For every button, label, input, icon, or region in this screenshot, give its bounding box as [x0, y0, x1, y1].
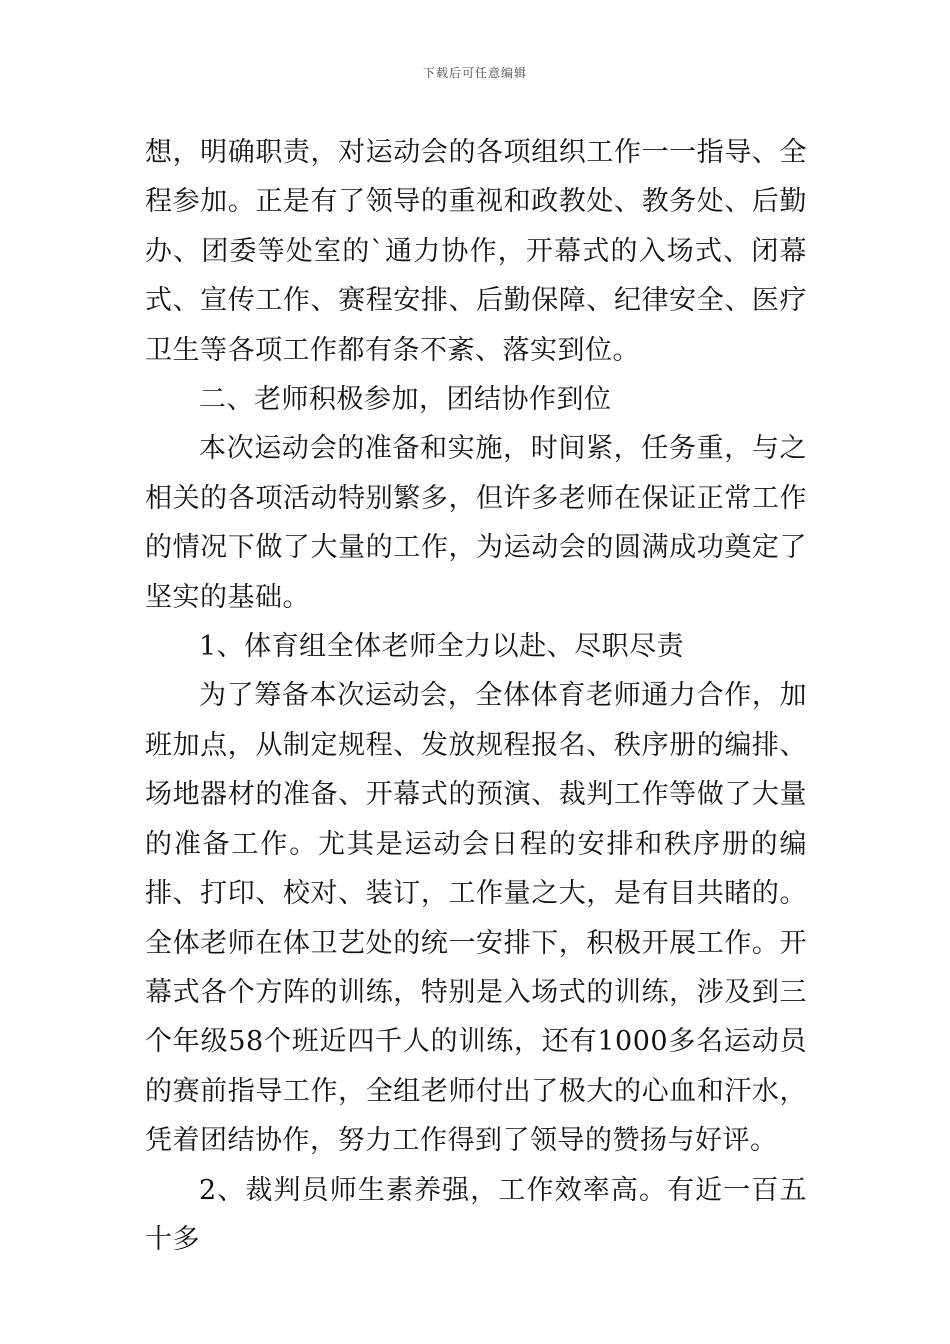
document-body [145, 128, 807, 1264]
paragraph-3: 本次运动会的准备和实施，时间紧，任务重，与之相关的各项活动特别繁多，但许多老师在保证正常工作的情况下做了大量的工作，为运动会的圆满成功奠定了坚实的基础。 [145, 433, 807, 613]
paragraph-4-subheading: 1、体育组全体老师全力以赴、尽职尽责 [199, 631, 685, 663]
page-header: 下载后可任意编辑 [422, 66, 527, 80]
paragraph-6: 2、裁判员师生素养强，工作效率高。有近一百五十多 [145, 1174, 807, 1255]
paragraph-5: 为了筹备本次运动会，全体体育老师通力合作，加班加点，从制定规程、发放规程报名、秩序册的编排、场地器材的准备、开幕式的预演、裁判工作等做了大量的准备工作。尤其是运动会日程的安排和秩序册的编排、打印、校对、装订，工作量之大，是有目共睹的。全体老师在体卫艺处的统一安排下，积极开展工作。开幕式各个方阵的训练，特别是入场式的训练，涉及到三个年级58个班近四千人的训练，还有1000多名运动员的赛前指导工作，全组老师付出了极大的心血和汗水，凭着团结协作，努力工作得到了领导的赞扬与好评。 [145, 680, 807, 1157]
paragraph-2-heading: 二、老师积极参加，团结协作到位 [199, 384, 612, 416]
paragraph-1: 想，明确职责，对运动会的各项组织工作一一指导、全程参加。正是有了领导的重视和政教处、教务处、后勤办、团委等处室的`通力协作，开幕式的入场式、闭幕式、宣传工作、赛程安排、后勤保障、纪律安全、医疗卫生等各项工作都有条不紊、落实到位。 [145, 137, 807, 366]
